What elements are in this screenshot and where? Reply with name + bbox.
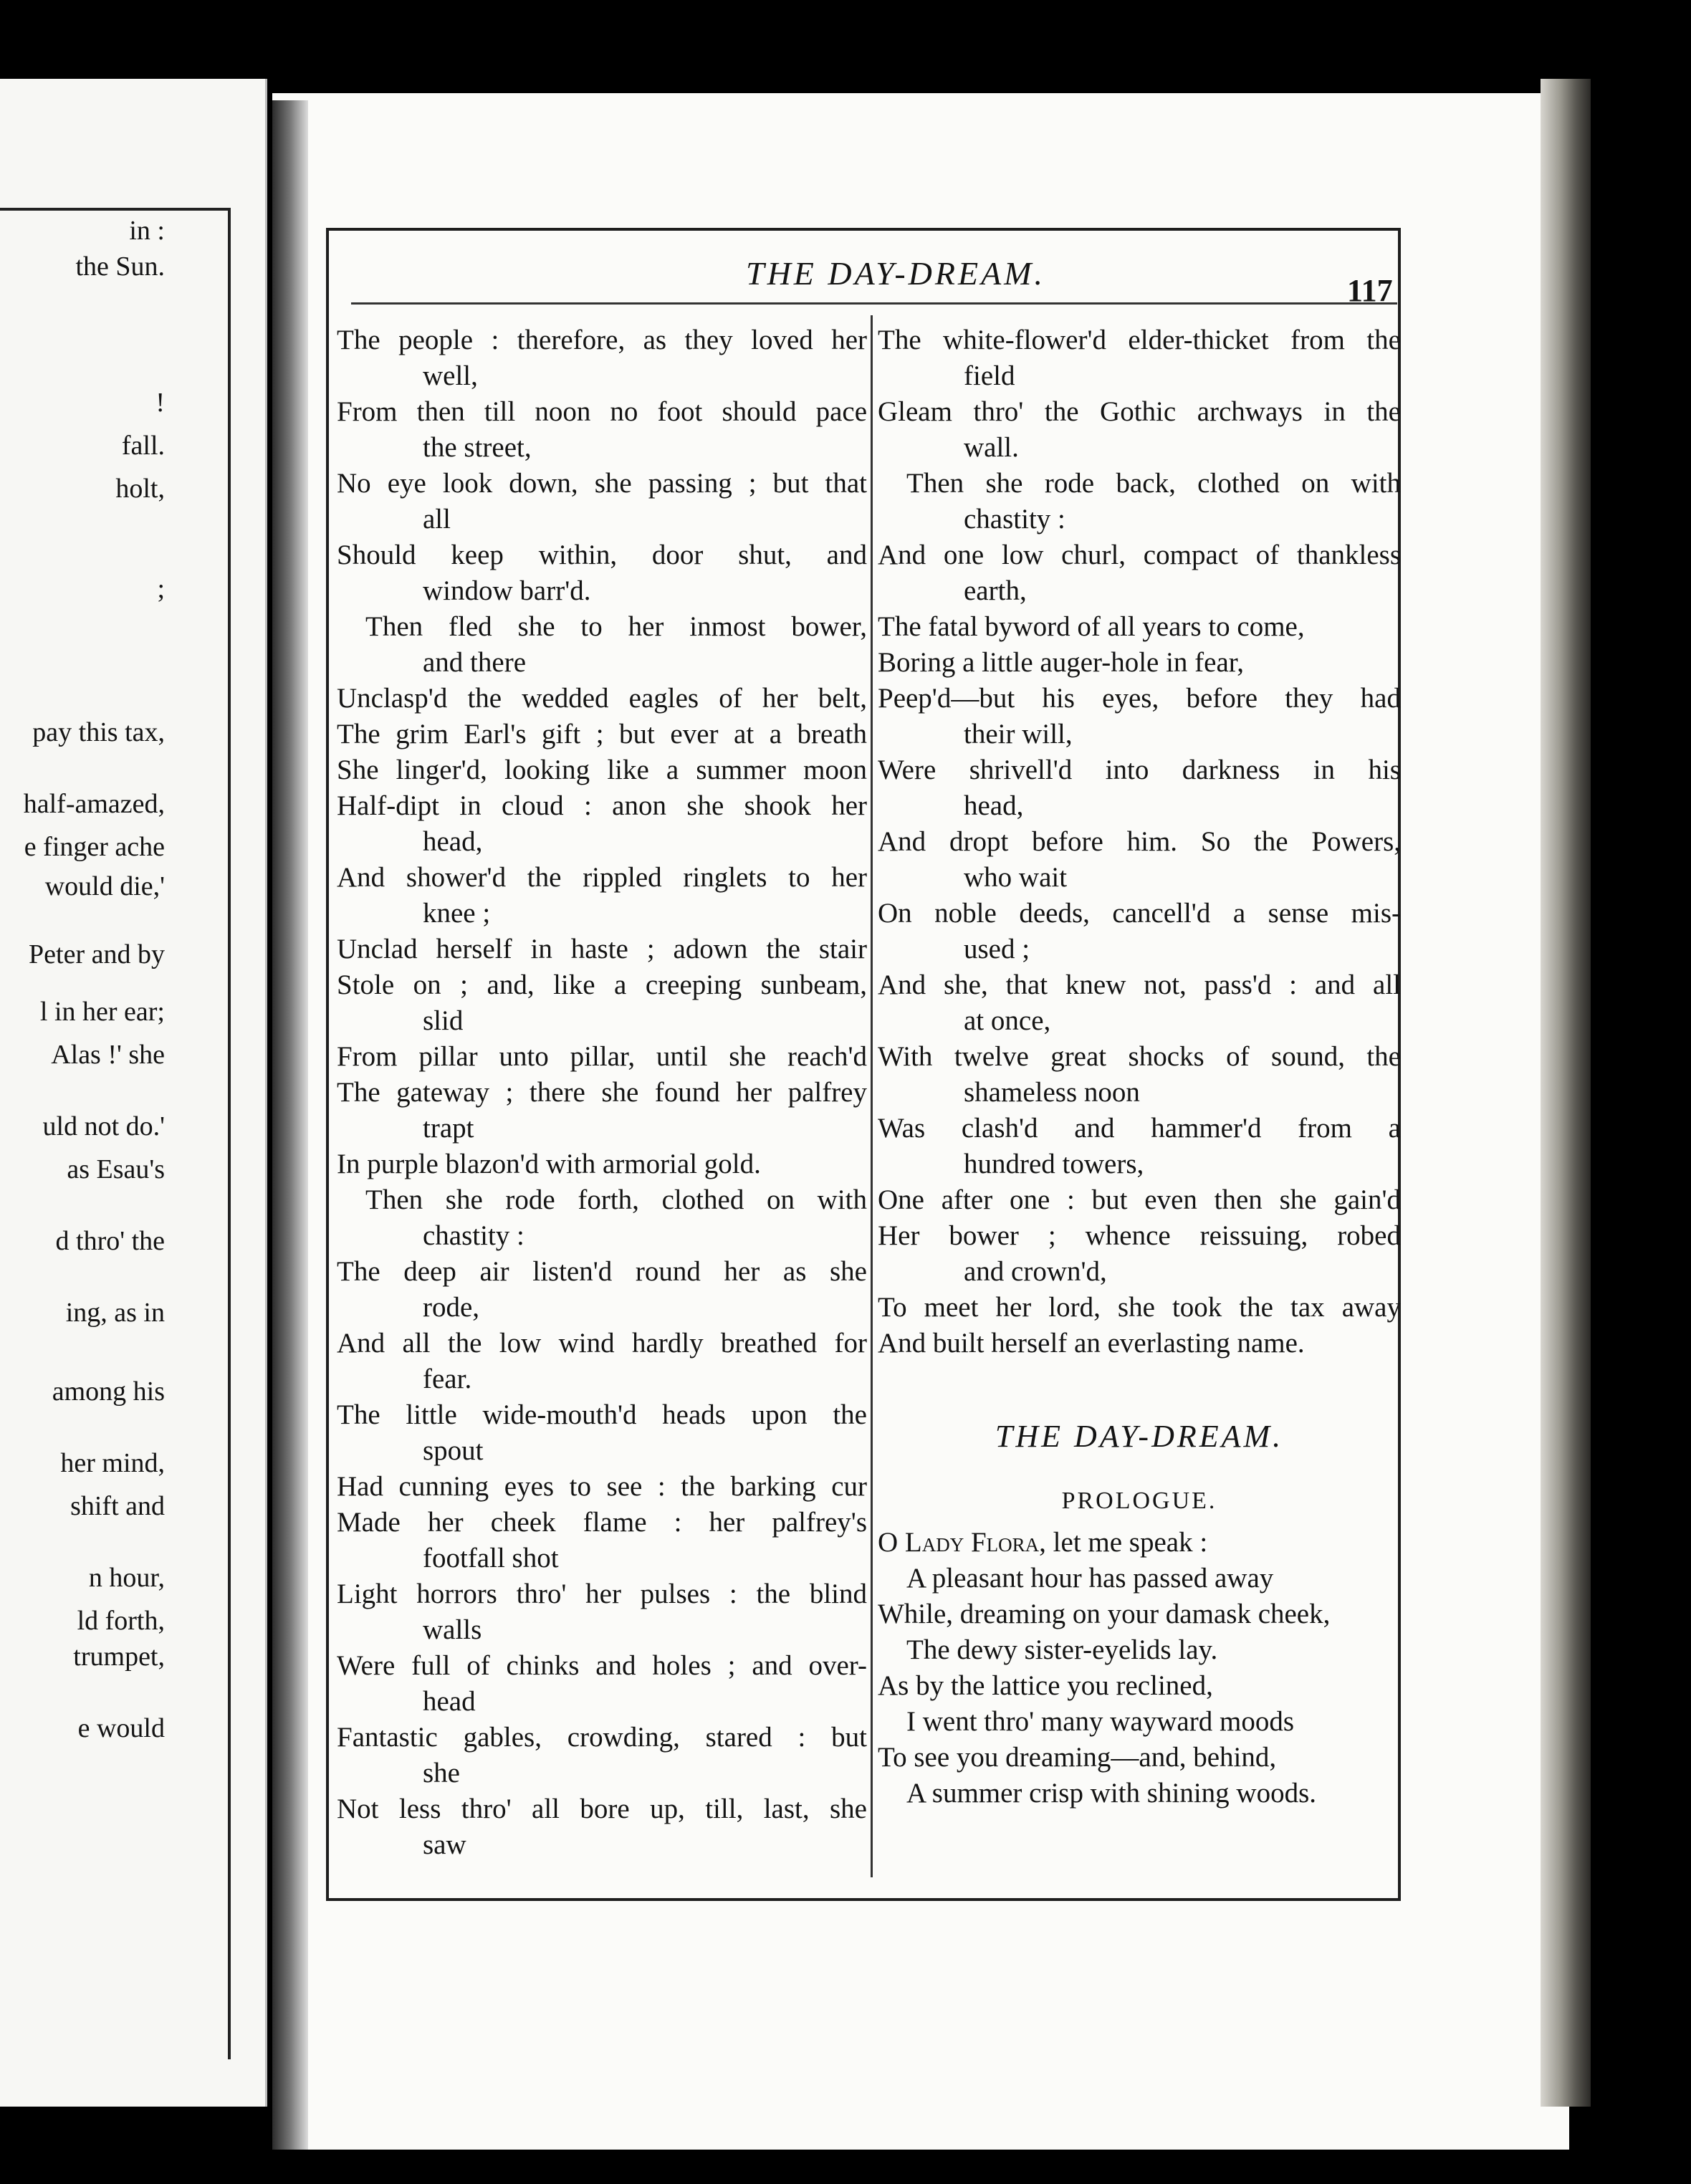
left-column-line: The gateway ; there she found her palfrey [337,1077,867,1108]
left-page-fragment: Alas !' she [51,1040,165,1070]
left-column-line: And shower'd the rippled ringlets to her [337,862,867,893]
left-column-line: And all the low wind hardly breathed for [337,1328,867,1359]
left-column-line: Unclad herself in haste ; adown the stair [337,934,867,964]
left-page-fragment: the Sun. [75,252,165,282]
left-column-line: The little wide-mouth'd heads upon the [337,1399,867,1430]
right-column-line: Boring a little auger-hole in fear, [878,647,1244,678]
left-column-line: Stole on ; and, like a creeping sunbeam, [337,969,867,1000]
left-page-fragment: e finger ache [24,832,165,862]
left-column-line: She linger'd, looking like a summer moon [337,755,867,785]
left-page-fragment: as Esau's [67,1154,165,1184]
right-column-line: field [964,360,1015,391]
right-column-line: The fatal byword of all years to come, [878,611,1305,642]
poem-line: The dewy sister-eyelids lay. [906,1634,1218,1665]
left-page-fragment: trumpet, [73,1642,165,1672]
left-column-line: Had cunning eyes to see : the barking cur [337,1471,867,1502]
left-column-line: Then she rode forth, clothed on with [365,1184,867,1215]
left-column-line: slid [423,1005,464,1036]
right-column-line: Peep'd—but his eyes, before they had [878,683,1401,714]
poem-first-line-rest: let me speak : [1045,1527,1208,1558]
left-column-line: In purple blazon'd with armorial gold. [337,1149,761,1179]
left-column-line: rode, [423,1292,480,1323]
right-column-line: And dropt before him. So the Powers, [878,826,1401,857]
poem-line: As by the lattice you reclined, [878,1670,1213,1701]
right-column-line: shameless noon [964,1077,1140,1108]
right-column-line: Were shrivell'd into darkness in his [878,755,1401,785]
left-page-fragment: her mind, [60,1448,165,1478]
poem-first-line [878,1525,1401,1561]
left-page-fragment: among his [52,1376,165,1407]
book-gutter [272,100,308,2150]
right-column-line: at once, [964,1005,1051,1036]
left-page-fragment: d thro' the [55,1226,165,1256]
left-column-line: knee ; [423,898,491,929]
left-column-line: Were full of chinks and holes ; and over- [337,1650,867,1681]
left-column-line: window barr'd. [423,575,591,606]
right-column-line: Then she rode back, clothed on with [906,468,1401,499]
left-page-fragment: half-amazed, [23,789,165,819]
left-page-fragment: would die,' [44,871,165,901]
left-page-fragment: e would [77,1713,165,1743]
running-head: THE DAY-DREAM. [745,255,1045,292]
right-column-line: On noble deeds, cancell'd a sense mis- [878,898,1401,929]
left-column-line: fear. [423,1364,472,1394]
section-label: PROLOGUE. [1061,1488,1217,1514]
right-column-line: One after one : but even then she gain'd [878,1184,1401,1215]
left-page-fragment: in : [129,216,165,246]
right-column-line: their will, [964,719,1073,749]
right-column-line: Gleam thro' the Gothic archways in the [878,396,1401,427]
right-column-line: And one low churl, compact of thankless [878,540,1401,570]
left-column-line: Not less thro' all bore up, till, last, she [337,1793,867,1824]
left-page-fragment: holt, [115,474,165,504]
left-column-line: From pillar unto pillar, until she reach'd [337,1041,867,1072]
right-column-line: who wait [964,862,1068,893]
left-page-fragment: ; [157,574,165,604]
left-column-line: Half-dipt in cloud : anon she shook her [337,790,867,821]
left-column-line: The people : therefore, as they loved her [337,325,867,355]
left-column-line: saw [423,1829,466,1860]
poem-title: THE DAY-DREAM. [995,1419,1284,1454]
left-column-line: all [423,504,451,535]
left-column-line: well, [423,360,478,391]
left-column-line: Unclasp'd the wedded eagles of her belt, [337,683,867,714]
left-page-fragment: ing, as in [65,1298,165,1328]
left-page-fragment: ! [155,388,165,418]
left-column-line: head, [423,826,483,857]
page-number: 117 [1347,273,1393,308]
left-column [337,322,867,1863]
left-column-line: spout [423,1435,484,1466]
left-page-fragment: ld forth, [77,1606,165,1636]
left-column-line: trapt [423,1113,474,1144]
left-page-fragment: l in her ear; [39,997,165,1027]
right-column-line: With twelve great shocks of sound, the [878,1041,1401,1072]
poem-line: A summer crisp with shining woods. [906,1778,1316,1809]
column-divider [871,315,873,1877]
right-column-line: head, [964,790,1024,821]
poem-line: To see you dreaming—and, behind, [878,1742,1277,1773]
left-column-line: she [423,1758,460,1788]
right-column-line: The white-flower'd elder-thicket from the [878,325,1401,355]
left-column-line: The deep air listen'd round her as she [337,1256,867,1287]
left-column-line: footfall shot [423,1543,559,1574]
left-page-fragment: shift and [70,1491,165,1521]
right-column-line: wall. [964,432,1019,463]
left-column-line: the street, [423,432,532,463]
right-column-line: To meet her lord, she took the tax away [878,1292,1401,1323]
left-column-line: and there [423,647,527,678]
header-rule [351,302,1397,305]
left-column-line: Made her cheek flame : her palfrey's [337,1507,867,1538]
page-stack-edge [1541,79,1591,2107]
left-column-line: Should keep within, door shut, and [337,540,867,570]
left-page-fragment: uld not do.' [42,1111,165,1141]
left-column-line: From then till noon no foot should pace [337,396,867,427]
right-column-line: used ; [964,934,1030,964]
right-column-line: and crown'd, [964,1256,1107,1287]
right-column-line: And built herself an everlasting name. [878,1328,1305,1359]
left-column-line: head [423,1686,476,1717]
right-column [878,322,1401,1811]
right-column-line: Her bower ; whence reissuing, robed [878,1220,1401,1251]
left-column-line: chastity : [423,1220,524,1251]
poem-first-line-smallcaps: O Lady Flora, [878,1527,1046,1558]
left-column-line: No eye look down, she passing ; but that [337,468,867,499]
right-column-line: earth, [964,575,1027,606]
left-page-fragment: n hour, [88,1563,165,1593]
right-column-line: hundred towers, [964,1149,1144,1179]
poem-line: A pleasant hour has passed away [906,1563,1274,1594]
left-column-line: Light horrors thro' her pulses : the blind [337,1579,867,1609]
right-column-line: And she, that knew not, pass'd : and all [878,969,1401,1000]
right-column-line: chastity : [964,504,1065,535]
left-column-line: Then fled she to her inmost bower, [365,611,867,642]
left-page-fragment: fall. [121,431,165,461]
left-page-fragment: pay this tax, [32,717,165,747]
left-page-edge [0,79,267,2107]
poem-line: While, dreaming on your damask cheek, [878,1599,1331,1629]
left-column-line: Fantastic gables, crowding, stared : but [337,1722,867,1753]
poem-line: I went thro' many wayward moods [906,1706,1294,1737]
left-column-line: walls [423,1614,482,1645]
left-page-fragment: Peter and by [29,939,165,969]
left-column-line: The grim Earl's gift ; but ever at a breath [337,719,867,749]
right-column-line: Was clash'd and hammer'd from a [878,1113,1401,1144]
